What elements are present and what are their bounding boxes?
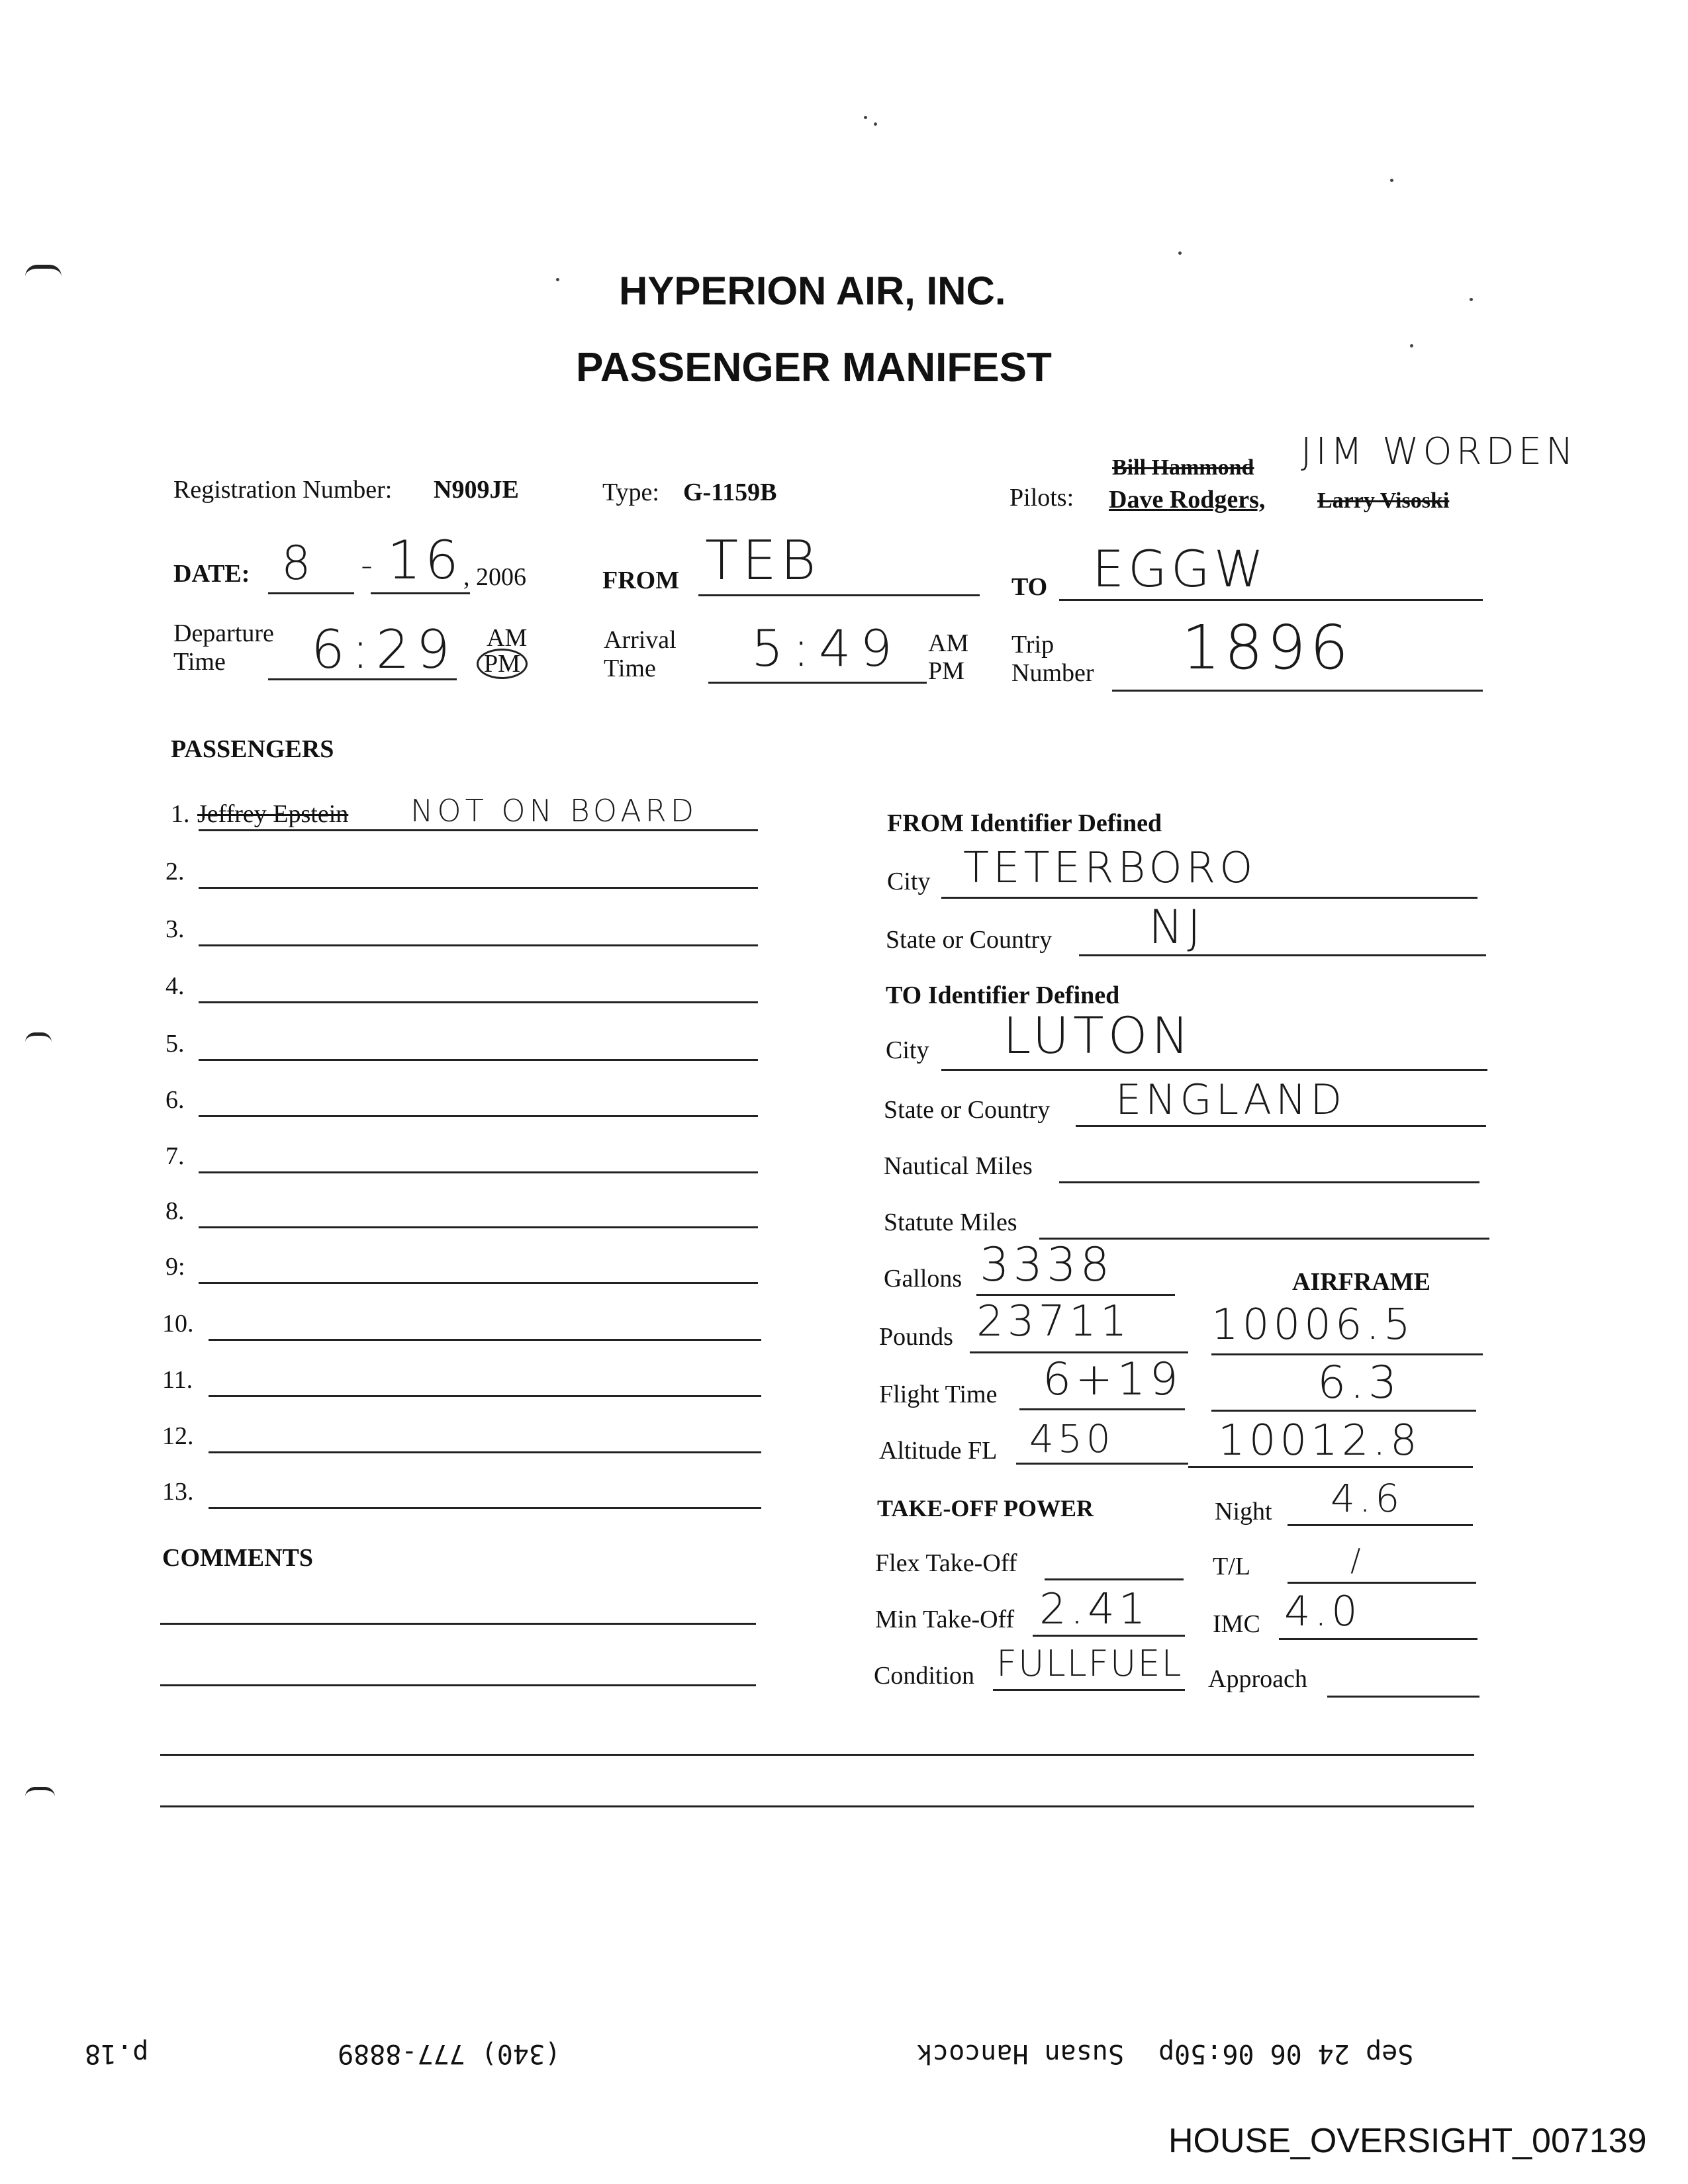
passenger-number: 6. (165, 1086, 185, 1114)
comments-line-3 (160, 1754, 1474, 1756)
passenger-number: 13. (162, 1478, 194, 1506)
tl-value: / (1350, 1542, 1365, 1578)
passenger-name-line (199, 1226, 758, 1228)
flex-takeoff-label: Flex Take-Off (875, 1549, 1017, 1577)
to-state-value: ENGLAND (1115, 1075, 1346, 1124)
airframe-value-2: 6.3 (1317, 1357, 1401, 1409)
passengers-heading: PASSENGERS (171, 735, 334, 763)
imc-line (1279, 1638, 1477, 1640)
to-city-line (941, 1069, 1487, 1071)
date-year: , 2006 (463, 563, 526, 591)
scan-speck (1470, 298, 1473, 301)
gallons-value: 3338 (980, 1238, 1114, 1292)
takeoff-power-label: TAKE-OFF POWER (877, 1495, 1094, 1522)
scan-speck (556, 278, 559, 281)
pounds-value: 23711 (976, 1297, 1131, 1346)
scan-speck (1178, 251, 1182, 255)
pilot-struck-name-2: Larry Visoski (1317, 488, 1450, 513)
flight-time-line (1019, 1408, 1185, 1410)
fax-page: p.18 (85, 2038, 149, 2069)
company-name: HYPERION AIR, INC. (619, 269, 1006, 313)
scan-speck (1390, 179, 1393, 182)
margin-mark (25, 265, 62, 277)
type-value: G-1159B (683, 478, 777, 506)
altitude-value: 450 (1029, 1416, 1115, 1461)
date-day: 16 (387, 529, 463, 591)
type-label: Type: (602, 478, 659, 506)
nautical-miles-label: Nautical Miles (884, 1152, 1033, 1180)
bates-number: HOUSE_OVERSIGHT_007139 (1168, 2122, 1647, 2160)
passenger-number: 5. (165, 1030, 185, 1058)
date-month-line (268, 592, 354, 594)
min-takeoff-value: 2.41 (1039, 1585, 1150, 1634)
departure-label-2: Time (173, 648, 226, 676)
statute-miles-label: Statute Miles (884, 1208, 1017, 1236)
passenger-name-line (199, 1282, 758, 1284)
passenger-number: 12. (162, 1422, 194, 1450)
arrival-am: AM (928, 629, 969, 657)
from-city-line (941, 897, 1477, 899)
arrival-label-1: Arrival (604, 626, 677, 654)
date-label: DATE: (173, 560, 250, 588)
flight-time-value: 6+19 (1043, 1353, 1182, 1406)
passenger-name-line (209, 1395, 761, 1397)
passenger-1-note: NOT ON BOARD (410, 793, 698, 829)
passenger-name-line (199, 1001, 758, 1003)
condition-line (993, 1689, 1185, 1691)
flex-takeoff-line (1045, 1578, 1184, 1580)
scan-speck (1410, 344, 1413, 347)
to-label: TO (1011, 573, 1048, 601)
from-identifier-heading: FROM Identifier Defined (887, 809, 1162, 837)
passenger-name-line (199, 944, 758, 946)
trip-label-2: Number (1011, 659, 1094, 687)
tl-line (1288, 1582, 1476, 1584)
form-title: PASSENGER MANIFEST (576, 345, 1052, 390)
passenger-name-line (209, 1507, 761, 1509)
altitude-label: Altitude FL (879, 1437, 998, 1465)
passenger-number: 9: (165, 1253, 185, 1281)
passenger-1-number: 1. (171, 800, 190, 828)
to-identifier-heading: TO Identifier Defined (886, 981, 1120, 1009)
date-separator: - (361, 546, 377, 584)
scan-speck (864, 116, 867, 119)
approach-line (1327, 1696, 1479, 1698)
airframe-line-2 (1211, 1410, 1476, 1412)
pm-selected: PM (477, 649, 528, 679)
min-takeoff-label: Min Take-Off (875, 1606, 1015, 1633)
passenger-1-line (199, 829, 758, 831)
from-state-value: NJ (1149, 900, 1205, 954)
trip-number: 1896 (1182, 612, 1353, 683)
date-day-line (371, 592, 470, 594)
pounds-label: Pounds (879, 1323, 953, 1351)
airframe-value-1: 10006.5 (1211, 1300, 1415, 1349)
nautical-miles-line (1059, 1181, 1479, 1183)
to-city-label: City (886, 1036, 929, 1064)
passenger-name-line (199, 1171, 758, 1173)
condition-value: FULLFUEL (996, 1643, 1183, 1684)
min-takeoff-line (1033, 1635, 1185, 1637)
comments-label: COMMENTS (162, 1544, 313, 1572)
imc-label: IMC (1213, 1610, 1260, 1638)
registration-label: Registration Number: (173, 476, 393, 504)
passenger-name-line (199, 887, 758, 889)
departure-am: AM (487, 624, 528, 652)
passenger-number: 3. (165, 915, 185, 943)
departure-time: 6:29 (311, 619, 457, 680)
from-city-label: City (887, 868, 931, 895)
gallons-line (976, 1294, 1175, 1296)
scan-speck (874, 122, 877, 126)
night-line (1288, 1524, 1473, 1526)
pilot-name: Dave Rodgers, (1109, 486, 1266, 514)
arrival-label-2: Time (604, 655, 656, 682)
arrival-line (708, 682, 927, 684)
to-state-line (1076, 1125, 1486, 1127)
comments-line-2 (160, 1684, 756, 1686)
airframe-label: AIRFRAME (1292, 1268, 1430, 1296)
imc-value: 4.0 (1284, 1587, 1362, 1635)
margin-mark (25, 1032, 52, 1042)
arrival-pm: PM (928, 657, 964, 685)
registration-value: N909JE (434, 476, 519, 504)
airframe-value-3: 10012.8 (1218, 1416, 1421, 1465)
passenger-number: 11. (162, 1366, 193, 1394)
passenger-name-line (199, 1059, 758, 1061)
departure-line (268, 678, 457, 680)
passenger-1-struck-name: Jeffrey Epstein (197, 800, 349, 828)
from-state-label: State or Country (886, 926, 1053, 954)
gallons-label: Gallons (884, 1265, 962, 1293)
passenger-number: 10. (162, 1310, 194, 1338)
altitude-line (1016, 1463, 1188, 1465)
margin-mark (25, 1787, 55, 1797)
pilot-struck-name: Bill Hammond (1112, 455, 1254, 480)
condition-label: Condition (874, 1662, 975, 1690)
from-value: TEB (705, 529, 820, 592)
airframe-line-3 (1188, 1466, 1473, 1468)
passenger-name-line (209, 1451, 761, 1453)
departure-pm-circled (477, 649, 528, 679)
approach-label: Approach (1208, 1665, 1307, 1693)
night-value: 4.6 (1331, 1476, 1404, 1521)
pilots-label: Pilots: (1009, 484, 1074, 512)
from-line (698, 594, 980, 596)
comments-line-4 (160, 1805, 1474, 1807)
date-month: 8 (281, 536, 315, 590)
passenger-name-line (199, 1115, 758, 1117)
from-state-line (1079, 954, 1486, 956)
departure-label-1: Departure (173, 619, 274, 647)
trip-label-1: Trip (1011, 631, 1055, 659)
fax-date-time: Sep 24 06 06:50p (1158, 2038, 1414, 2069)
airframe-line-1 (1211, 1353, 1483, 1355)
passenger-number: 4. (165, 972, 185, 1000)
to-city-value: LUTON (1003, 1006, 1194, 1065)
comments-line-1 (160, 1623, 756, 1625)
passenger-number: 7. (165, 1142, 185, 1170)
fax-sender-name: Susan Hancock (917, 2038, 1125, 2069)
to-state-label: State or Country (884, 1096, 1051, 1124)
trip-line (1112, 690, 1483, 692)
passenger-number: 8. (165, 1197, 185, 1225)
fax-phone: (340) 777-8889 (338, 2038, 561, 2069)
passenger-number: 2. (165, 858, 185, 886)
arrival-time: 5:49 (751, 619, 902, 678)
flight-time-label: Flight Time (879, 1381, 998, 1408)
passenger-name-line (209, 1339, 761, 1341)
to-value: EGGW (1092, 539, 1268, 598)
night-label: Night (1215, 1498, 1272, 1525)
from-label: FROM (602, 567, 680, 594)
tl-label: T/L (1213, 1553, 1250, 1580)
to-line (1059, 599, 1483, 601)
from-city-value: TETERBORO (963, 844, 1257, 893)
pilot-handwritten-name: JIM WORDEN (1301, 430, 1577, 473)
